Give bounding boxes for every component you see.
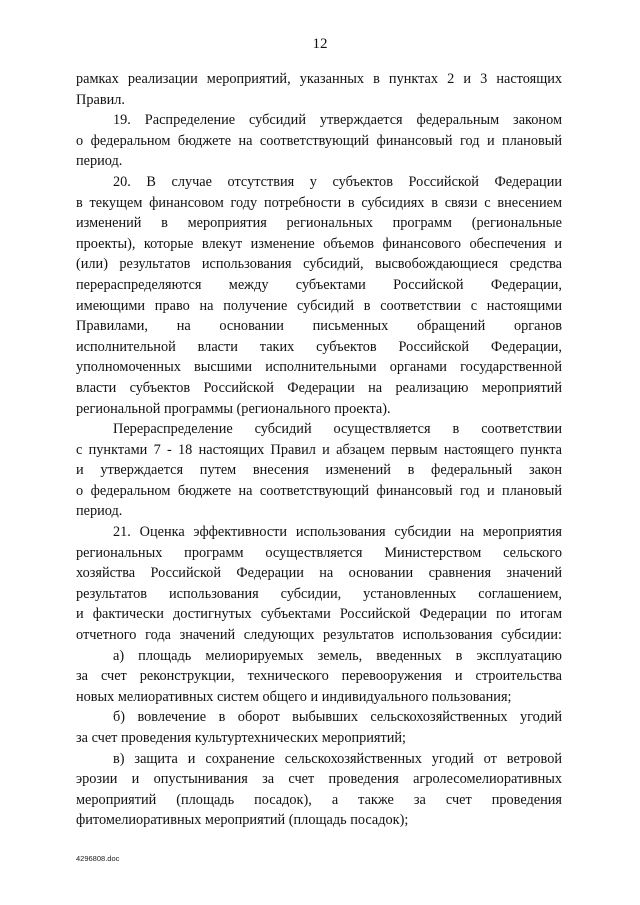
text-line: региональной программы (регионального проекта). [76,400,391,417]
text-line: в текущем финансовом году потребности в субсидиях в связи с внесением [76,194,562,211]
page-number: 12 [312,36,328,52]
text-line: власти субъектов Российской Федерации на реализацию мероприятий [76,379,562,396]
text-line: исполнительной власти таких субъектов Российской Федерации, [76,338,562,355]
text-line: и утверждается путем внесения изменений в федеральный закон [76,462,562,479]
text-line: о федеральном бюджете на соответствующий финансовый год и плановый [76,132,562,149]
text-line: с пунктами 7 - 18 настоящих Правил и абзацем первым настоящего пункта [76,441,562,458]
text-line: проекты), которые влекут изменение объемов финансового обеспечения и [76,235,562,252]
text-line: хозяйства Российской Федерации на основании сравнения значений [76,565,562,582]
text-line: уполномоченных высшими исполнительными органами государственной [76,359,562,376]
text-line: перераспределяются между субъектами Российской Федерации, [76,276,562,293]
text-line: о федеральном бюджете на соответствующий финансовый год и плановый [76,482,562,499]
text-line: за счет реконструкции, технического перевооружения и строительства [76,668,562,685]
text-line: Перераспределение субсидий осуществляется в соответствии [113,421,562,438]
text-line: эрозии и опустынивания за счет проведения агролесомелиоративных [76,771,562,788]
text-line: б) вовлечение в оборот выбывших сельскохозяйственных угодий [113,709,562,726]
text-line: изменений в мероприятия региональных программ (региональные [76,215,562,232]
text-line: 19. Распределение субсидий утверждается федеральным законом [113,112,562,129]
text-line: 20. В случае отсутствия у субъектов Российской Федерации [113,173,562,190]
text-line: Правил. [76,91,125,108]
text-line: 21. Оценка эффективности использования субсидии на мероприятия [113,524,562,541]
text-line: в) защита и сохранение сельскохозяйственных угодий от ветровой [113,750,562,767]
text-line: и фактически достигнутых субъектами Российской Федерации по итогам [76,606,562,623]
text-line: мероприятий (площадь посадок), а также за счет проведения [76,791,562,808]
text-line: фитомелиоративных мероприятий (площадь посадок); [76,812,409,829]
text-line: результатов использования субсидии, установленных соглашением, [76,585,562,602]
text-line: (или) результатов использования субсидий, высвобождающиеся средства [76,256,562,273]
text-line: за счет проведения культуртехнических мероприятий; [76,730,407,746]
file-name-footer: 4296808.doc [76,854,120,863]
text-line: период. [76,153,123,170]
text-line: рамках реализации мероприятий, указанных в пунктах 2 и 3 настоящих [76,71,562,87]
document-body [76,69,562,831]
text-line: региональных программ осуществляется Министерством сельского [76,544,562,561]
text-line: Правилами, на основании письменных обращений органов [76,318,562,335]
text-line: период. [76,503,123,520]
text-line: имеющими право на получение субсидий в соответствии с настоящими [76,297,562,314]
text-line: а) площадь мелиорируемых земель, введенных в эксплуатацию [113,647,562,664]
text-line: отчетного года значений следующих результатов использования субсидии: [76,627,562,644]
text-line: новых мелиоративных систем общего и индивидуального пользования; [76,688,512,705]
